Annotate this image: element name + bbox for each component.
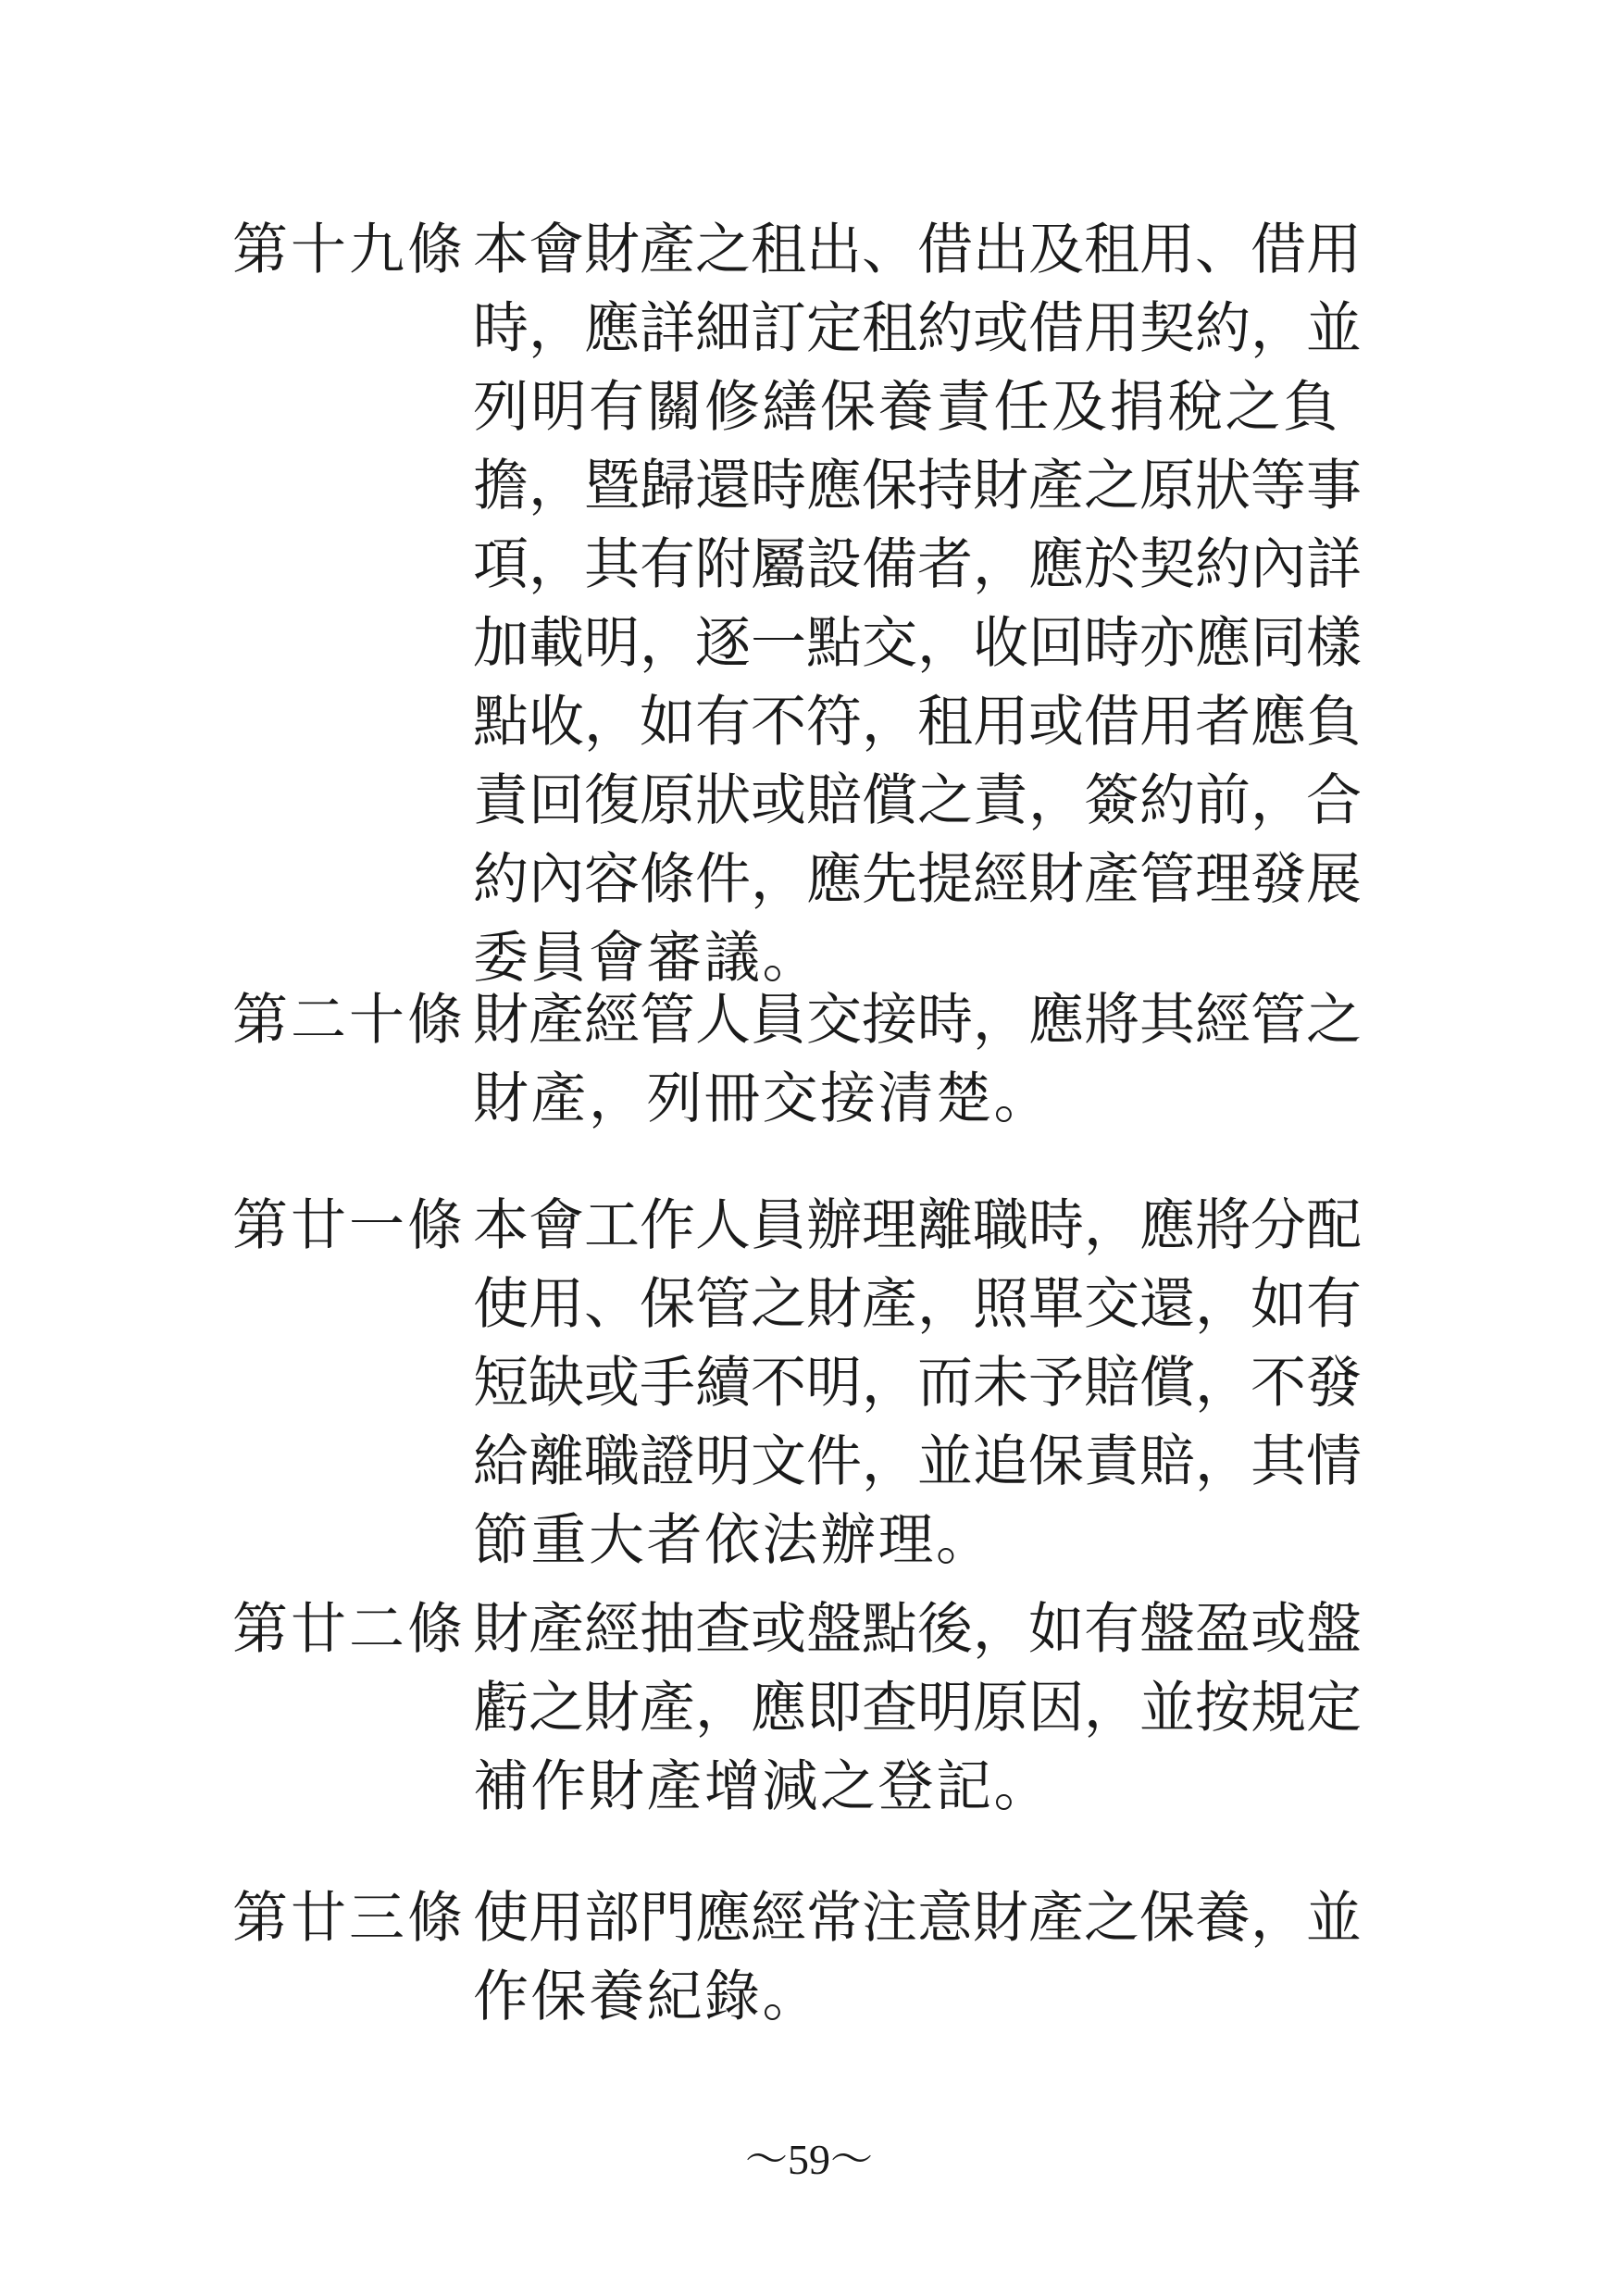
article-line: 約內容條件，應先提經財產管理發展 [473, 847, 1362, 912]
article-line: 點收，如有不符，租用或借用者應負 [473, 690, 1362, 755]
article-line: 補作財產增減之登記。 [473, 1754, 1052, 1819]
article-line: 財產經管人員交接時，應將其經管之 [473, 988, 1362, 1053]
article-line: 節重大者依法辦理。 [473, 1508, 994, 1573]
article-line: 本會財產之租出、借出及租用、借用 [473, 218, 1362, 282]
article-label: 第廿三條 [232, 1886, 466, 1951]
article-line: 使用部門應經常注意財產之保養，並 [473, 1886, 1362, 1951]
article-label: 第廿一條 [232, 1193, 466, 1258]
article-label: 第二十條 [232, 988, 466, 1053]
article-label: 第十九條 [232, 218, 466, 282]
article-line: 責回復原狀或賠償之責，簽約前，合 [473, 768, 1362, 833]
article-line: 短缺或手續不明，而未予賠償，不發 [473, 1351, 1362, 1416]
article-line: 加載明，逐一點交，收回時亦應同樣 [473, 611, 1362, 676]
article-line: 本會工作人員辦理離職時，應將分配 [473, 1193, 1362, 1258]
article-line: 項，其有附屬設備者，應於契約內詳 [473, 532, 1362, 597]
article-line: 財產，列冊交接清楚。 [473, 1067, 1052, 1131]
article-line: 擔，暨歸還時應保持財產之原狀等事 [473, 454, 1362, 518]
article-label: 第廿二條 [232, 1597, 466, 1662]
article-line: 給離職證明文件，並追保責賠，其情 [473, 1429, 1362, 1494]
article-line: 虧之財產，應即查明原因，並按規定 [473, 1676, 1362, 1741]
article-line: 財產經抽查或盤點後，如有盤盈或盤 [473, 1597, 1362, 1662]
page-number: ～59～ [745, 2136, 873, 2183]
article-line: 作保養紀錄。 [473, 1965, 820, 2029]
article-line: 列明有關修繕保養責任及捐稅之負 [473, 375, 1341, 440]
article-line: 使用、保管之財產，照單交還，如有 [473, 1272, 1362, 1337]
article-line: 委員會審議。 [473, 926, 820, 991]
article-line: 時，應詳細訂定租約或借用契約，並 [473, 296, 1362, 361]
